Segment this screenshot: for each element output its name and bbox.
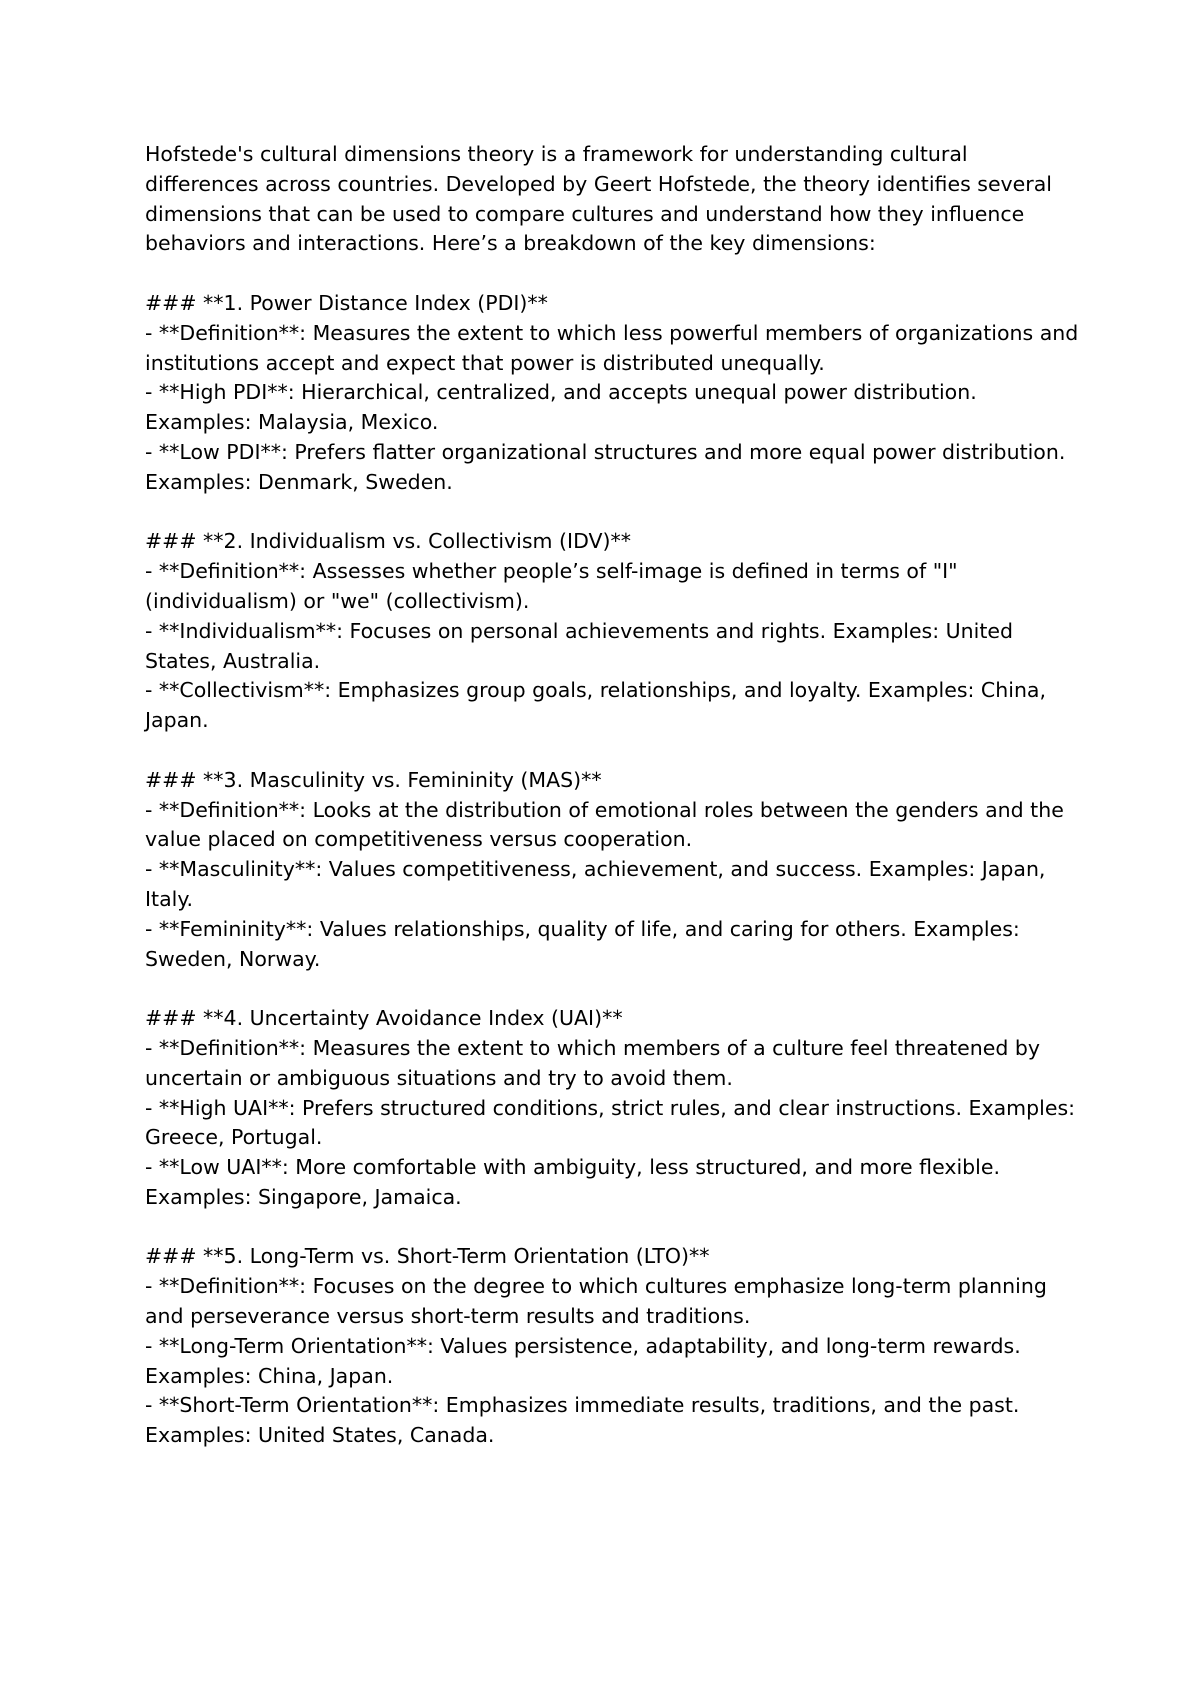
- list-item: - **Short-Term Orientation**: Emphasizes immediate results, traditions, and the past. Examples: United States, Canada.: [145, 1393, 1020, 1448]
- section-power-distance: [145, 289, 1085, 498]
- spacer: [145, 259, 1085, 289]
- list-item: - **Individualism**: Focuses on personal achievements and rights. Examples: United States, Australia.: [145, 618, 1014, 673]
- intro-paragraph: Hofstede's cultural dimensions theory is a framework for understanding cultural differences across countries. Developed by Geert Hofstede, the theory identifies several dimensions that can be used to compare cultures and understand how they influence behaviors and interactions. Here’s a breakdown of the key dimensions:: [145, 142, 1052, 256]
- list-item: - **Masculinity**: Values competitiveness, achievement, and success. Examples: Japan, Italy.: [145, 857, 1046, 911]
- list-item: - **High PDI**: Hierarchical, centralized, and accepts unequal power distribution. Examples: Malaysia, Mexico.: [145, 380, 977, 435]
- section-heading: ### **4. Uncertainty Avoidance Index (UAI)**: [145, 1006, 623, 1031]
- section-uncertainty-avoidance: [145, 1004, 1085, 1213]
- list-item: - **Collectivism**: Emphasizes group goals, relationships, and loyalty. Examples: China, Japan.: [145, 678, 1047, 733]
- section-individualism: [145, 527, 1085, 736]
- section-heading: ### **1. Power Distance Index (PDI)**: [145, 290, 548, 315]
- section-heading: ### **3. Masculinity vs. Femininity (MAS)**: [145, 767, 602, 792]
- section-long-term-orientation: [145, 1242, 1085, 1451]
- spacer: [145, 736, 1085, 766]
- list-item: - **Low PDI**: Prefers flatter organizational structures and more equal power distribution. Examples: Denmark, Sweden.: [145, 439, 1066, 494]
- list-item: - **Long-Term Orientation**: Values persistence, adaptability, and long-term rewards. Examples: China, Japan.: [145, 1333, 1021, 1388]
- list-item: - **Definition**: Measures the extent to which members of a culture feel threatened by uncertain or ambiguous situations and try to avoid them.: [145, 1035, 1041, 1090]
- list-item: - **Definition**: Assesses whether people’s self-image is defined in terms of "I" (individualism) or "we" (collectivism).: [145, 559, 958, 613]
- section-heading: ### **5. Long-Term vs. Short-Term Orientation (LTO)**: [145, 1244, 710, 1269]
- list-item: - **Low UAI**: More comfortable with ambiguity, less structured, and more flexible. Examples: Singapore, Jamaica.: [145, 1155, 1000, 1209]
- spacer: [145, 1213, 1085, 1243]
- list-item: - **Definition**: Focuses on the degree to which cultures emphasize long-term planning and perseverance versus short-term results and traditions.: [145, 1274, 1047, 1329]
- list-item: - **Definition**: Measures the extent to which less powerful members of organizations and institutions accept and expect that power is distributed unequally.: [145, 320, 1079, 375]
- section-masculinity: [145, 766, 1085, 975]
- section-heading: ### **2. Individualism vs. Collectivism (IDV)**: [145, 529, 632, 554]
- list-item: - **High UAI**: Prefers structured conditions, strict rules, and clear instructions. Examples: Greece, Portugal.: [145, 1095, 1076, 1150]
- spacer: [145, 974, 1085, 1004]
- list-item: - **Definition**: Looks at the distribution of emotional roles between the genders and the value placed on competitiveness versus cooperation.: [145, 797, 1064, 852]
- document-page: [145, 140, 1085, 1451]
- spacer: [145, 498, 1085, 528]
- list-item: - **Femininity**: Values relationships, quality of life, and caring for others. Examples: Sweden, Norway.: [145, 916, 1020, 971]
